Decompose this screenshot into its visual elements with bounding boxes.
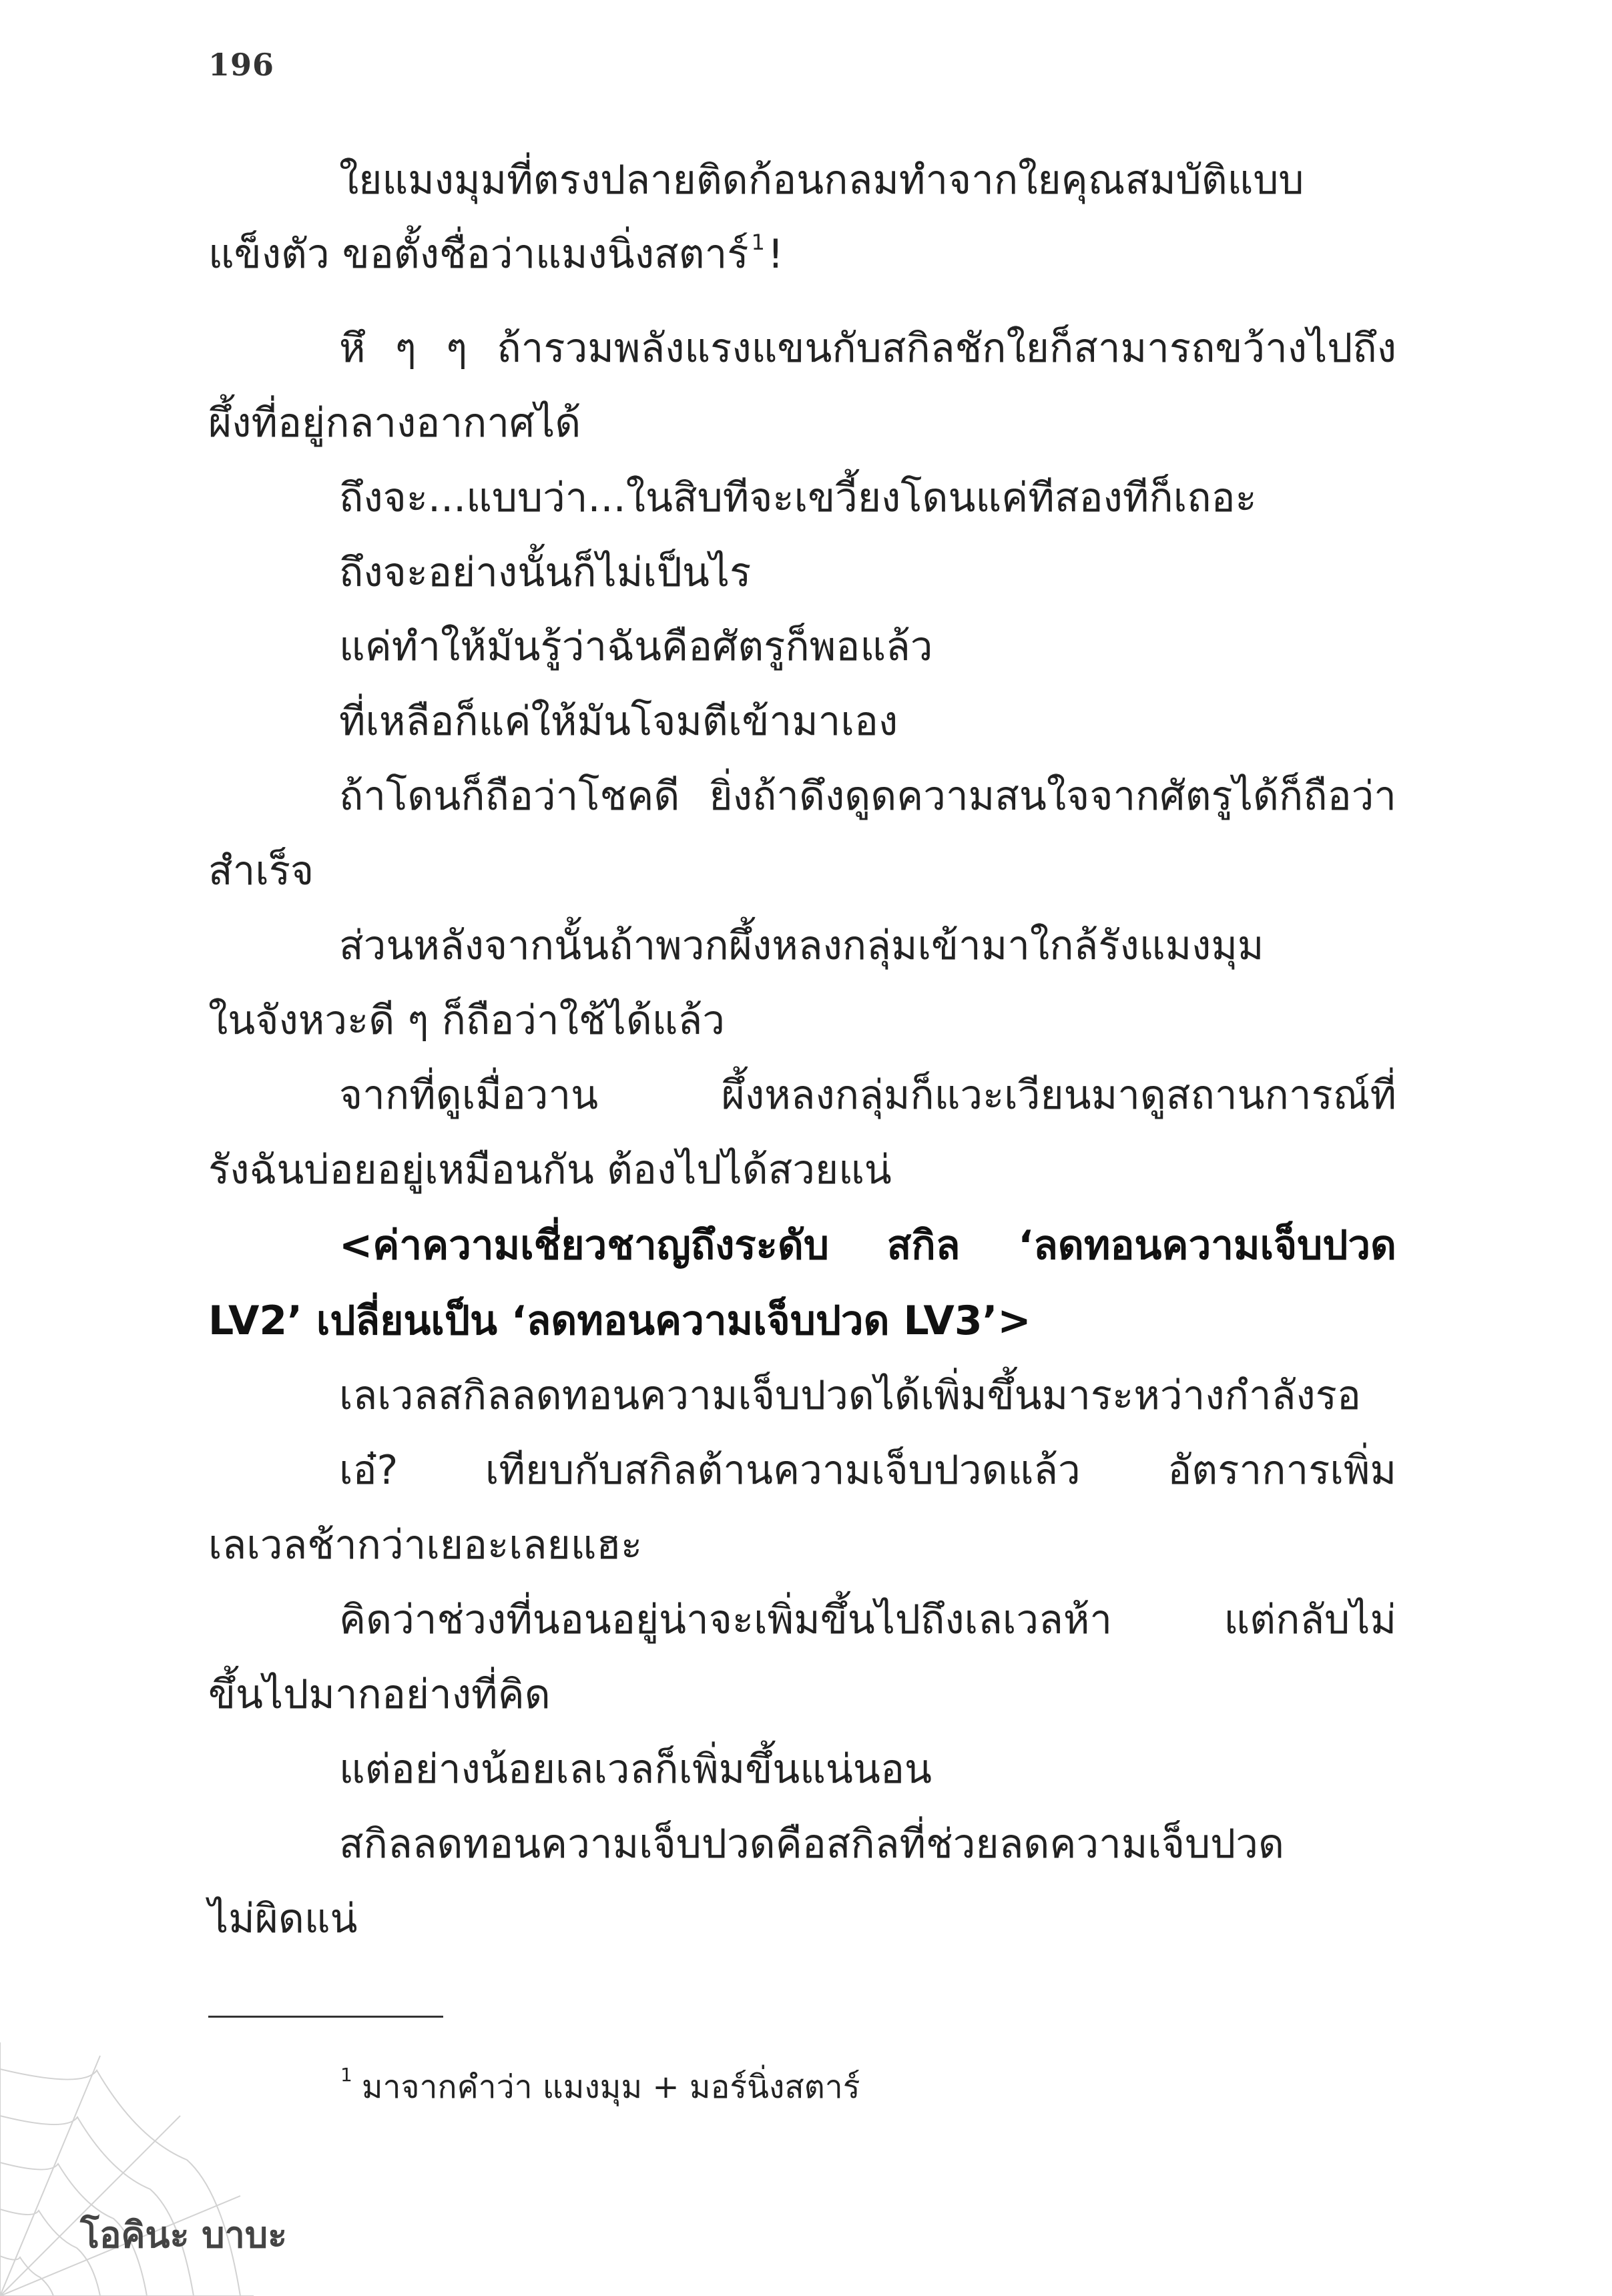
paragraph-line: สกิลลดทอนความเจ็บปวดคือสกิลที่ช่วยลดความเจ็บปวด: [339, 1821, 1284, 1868]
paragraph-line: คิดว่าช่วงที่นอนอยู่น่าจะเพิ่มขึ้นไปถึงเลเวลห้า แต่กลับไม่: [339, 1597, 1396, 1643]
paragraph-line: ใยแมงมุมที่ตรงปลายติดก้อนกลมทำจากใยคุณสมบัติแบบ: [339, 157, 1304, 204]
paragraph-line: ผึ้งที่อยู่กลางอากาศได้: [208, 400, 581, 447]
paragraph-line: ส่วนหลังจากนั้นถ้าพวกผึ้งหลงกลุ่มเข้ามาใกล้รังแมงมุม: [339, 922, 1264, 969]
page-number: 196: [208, 47, 275, 83]
running-footer-author: โอคินะ บาบะ: [80, 2214, 288, 2256]
system-message-line: LV2’ เปลี่ยนเป็น ‘ลดทอนความเจ็บปวด LV3’>: [208, 1298, 1031, 1344]
footnote: [340, 2059, 860, 2108]
paragraph-text: แข็งตัว ขอตั้งชื่อว่าแมงนิ่งสตาร์: [208, 231, 749, 278]
paragraph-line: ไม่ผิดแน่: [208, 1896, 358, 1942]
paragraph-line: [208, 228, 1396, 281]
paragraph-line: รังฉันบ่อยอยู่เหมือนกัน ต้องไปได้สวยแน่: [208, 1147, 892, 1193]
paragraph-line: หึ ๆ ๆ ถ้ารวมพลังแรงแขนกับสกิลชักใยก็สามารถขว้างไปถึง: [339, 325, 1396, 372]
paragraph-line: ถ้าโดนก็ถือว่าโชคดี ยิ่งถ้าดึงดูดความสนใจจากศัตรูได้ก็ถือว่า: [339, 773, 1396, 820]
paragraph-line: ถึงจะอย่างนั้นก็ไม่เป็นไร: [339, 549, 752, 596]
paragraph-line: เลเวลช้ากว่าเยอะเลยแฮะ: [208, 1522, 643, 1568]
paragraph-line: เอ๋? เทียบกับสกิลต้านความเจ็บปวดแล้ว อัตราการเพิ่ม: [339, 1447, 1396, 1494]
paragraph-line: สำเร็จ: [208, 848, 314, 894]
paragraph-text: !: [767, 231, 784, 278]
system-message-line: <ค่าความเชี่ยวชาญถึงระดับ สกิล ‘ลดทอนความเจ็บปวด: [339, 1222, 1396, 1269]
paragraph-line: ขึ้นไปมากอย่างที่คิด: [208, 1671, 551, 1718]
paragraph-line: ถึงจะ...แบบว่า...ในสิบทีจะเขวี้ยงโดนแค่ทีสองทีก็เถอะ: [339, 475, 1257, 521]
footnote-text: มาจากคำว่า แมงมุม + มอร์นิ่งสตาร์: [361, 2068, 860, 2106]
paragraph-line: แต่อย่างน้อยเลเวลก็เพิ่มขึ้นแน่นอน: [339, 1746, 932, 1793]
paragraph-line: เลเวลสกิลลดทอนความเจ็บปวดได้เพิ่มขึ้นมาระหว่างกำลังรอ: [339, 1372, 1361, 1419]
footnote-reference[interactable]: 1: [751, 230, 765, 255]
paragraph-line: จากที่ดูเมื่อวาน ผึ้งหลงกลุ่มก็แวะเวียนมาดูสถานการณ์ที่: [339, 1072, 1396, 1119]
footnote-divider: [208, 2016, 443, 2018]
paragraph-line: ที่เหลือก็แค่ให้มันโจมตีเข้ามาเอง: [339, 698, 898, 745]
paragraph-line: ในจังหวะดี ๆ ก็ถือว่าใช้ได้แล้ว: [208, 997, 725, 1044]
paragraph-line: แค่ทำให้มันรู้ว่าฉันคือศัตรูก็พอแล้ว: [339, 623, 933, 670]
footnote-marker: 1: [340, 2064, 352, 2086]
